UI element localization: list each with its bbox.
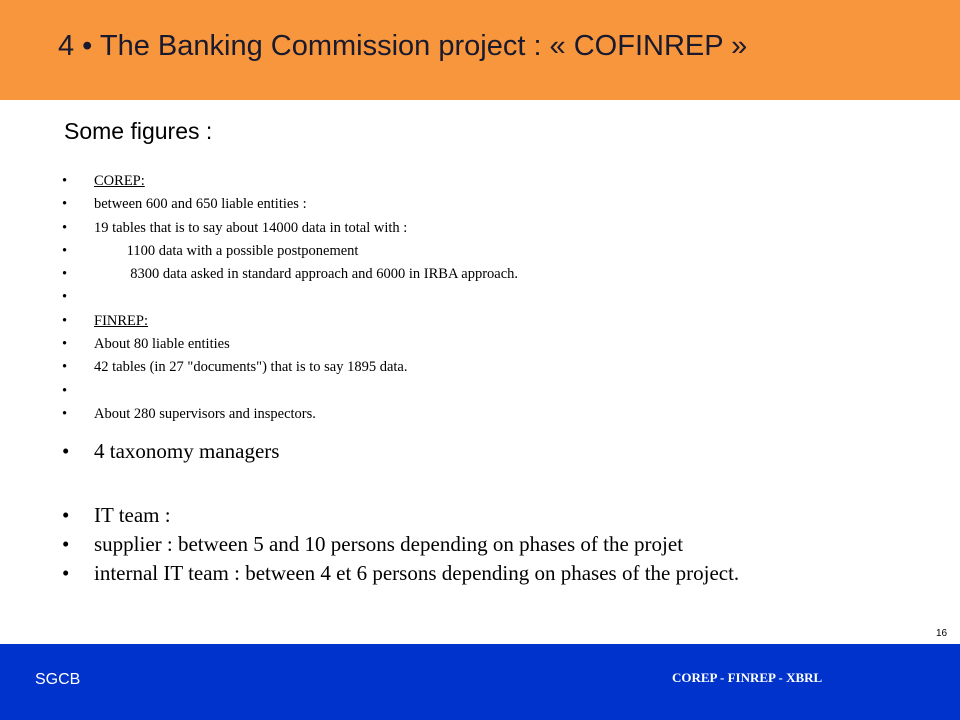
list-item bbox=[62, 356, 922, 379]
list-item-text: 1100 data with a possible postponement bbox=[94, 242, 359, 259]
list-item-text: 4 taxonomy managers bbox=[94, 439, 280, 463]
list-item bbox=[62, 193, 922, 216]
bullet-icon: • bbox=[62, 561, 70, 585]
list-item bbox=[62, 403, 922, 426]
bullet-icon: • bbox=[62, 336, 68, 353]
list-item-text: between 600 and 650 liable entities : bbox=[94, 196, 307, 213]
team-list bbox=[62, 437, 922, 588]
bullet-icon: • bbox=[62, 289, 68, 306]
list-item-text: COREP: bbox=[94, 173, 145, 189]
list-item bbox=[62, 240, 922, 263]
list-item bbox=[62, 310, 922, 333]
list-item bbox=[62, 217, 922, 240]
bullet-icon: • bbox=[62, 503, 70, 527]
bullet-icon: • bbox=[62, 532, 70, 556]
list-item bbox=[62, 286, 922, 309]
footer-org: SGCB bbox=[35, 671, 81, 688]
list-item bbox=[62, 530, 922, 559]
bullet-icon: • bbox=[62, 196, 68, 213]
list-item-text: 19 tables that is to say about 14000 data in total with : bbox=[94, 219, 408, 236]
list-item bbox=[62, 333, 922, 356]
bullet-icon: • bbox=[62, 439, 70, 463]
list-item-text: 8300 data asked in standard approach and 6000 in IRBA approach. bbox=[94, 266, 519, 283]
list-item bbox=[62, 170, 922, 193]
bullet-icon: • bbox=[62, 266, 68, 283]
list-item bbox=[62, 380, 922, 403]
bullet-icon: • bbox=[62, 312, 68, 329]
list-item-text: About 280 supervisors and inspectors. bbox=[94, 405, 316, 422]
list-item-text: About 80 liable entities bbox=[94, 336, 230, 353]
header-bar bbox=[0, 0, 960, 100]
bullet-icon: • bbox=[62, 219, 68, 236]
slide-subtitle: Some figures : bbox=[64, 118, 213, 144]
bullet-icon: • bbox=[62, 382, 68, 399]
bullet-icon: • bbox=[62, 173, 68, 189]
footer-text: COREP - FINREP - XBRL bbox=[672, 670, 823, 685]
list-item-text: internal IT team : between 4 et 6 persons depending on phases of the project. bbox=[94, 561, 740, 585]
list-item-text: supplier : between 5 and 10 persons depending on phases of the projet bbox=[94, 532, 684, 556]
page-number: 16 bbox=[936, 628, 948, 639]
figures-list bbox=[62, 170, 922, 426]
slide-title: 4 • The Banking Commission project : « COFINREP » bbox=[58, 30, 748, 62]
bullet-icon: • bbox=[62, 405, 68, 422]
list-item-text: IT team : bbox=[94, 503, 171, 527]
list-item bbox=[62, 437, 922, 466]
list-item-text: FINREP: bbox=[94, 312, 148, 329]
list-item bbox=[62, 501, 922, 530]
bullet-icon: • bbox=[62, 242, 68, 259]
list-item-text: 42 tables (in 27 "documents") that is to say 1895 data. bbox=[94, 359, 408, 376]
list-item bbox=[62, 559, 894, 588]
footer-bar bbox=[0, 644, 960, 720]
list-item bbox=[62, 263, 922, 286]
bullet-icon: • bbox=[62, 359, 68, 376]
